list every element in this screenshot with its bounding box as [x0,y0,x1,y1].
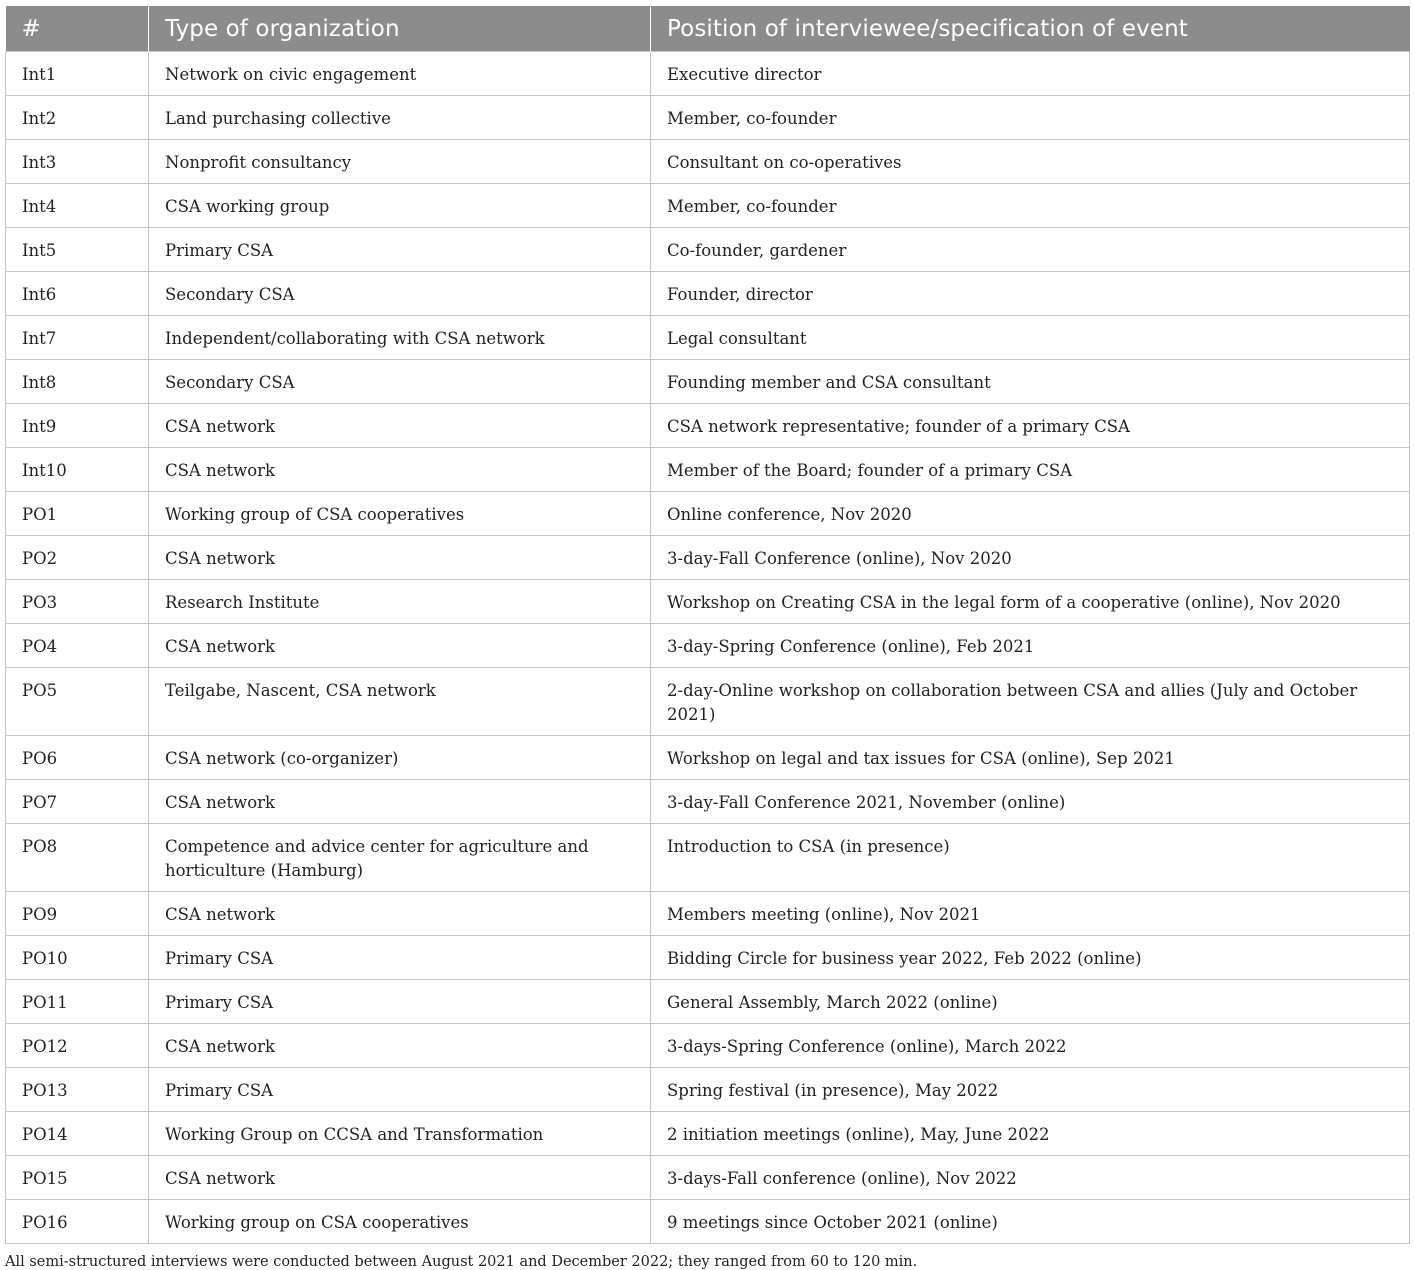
cell-id: PO7 [6,780,149,824]
cell-organization-type: Nonprofit consultancy [149,140,651,184]
table-row [6,96,1410,140]
cell-id: PO13 [6,1068,149,1112]
cell-position: Consultant on co-operatives [651,140,1410,184]
table-row [6,1156,1410,1200]
table-footnote: All semi-structured interviews were conducted between August 2021 and December 2022; they ranged from 60 to 120 min. [5,1254,918,1270]
table-row [6,492,1410,536]
cell-organization-type: Research Institute [149,580,651,624]
header-organization-type: Type of organization [149,6,651,52]
cell-organization-type: Primary CSA [149,228,651,272]
cell-id: Int8 [6,360,149,404]
cell-position: Workshop on Creating CSA in the legal form of a cooperative (online), Nov 2020 [651,580,1410,624]
cell-organization-type: CSA network [149,1024,651,1068]
cell-organization-type: CSA network (co-organizer) [149,736,651,780]
cell-id: PO10 [6,936,149,980]
cell-organization-type: Network on civic engagement [149,52,651,96]
cell-id: Int2 [6,96,149,140]
cell-id: PO15 [6,1156,149,1200]
cell-id: PO11 [6,980,149,1024]
cell-position: General Assembly, March 2022 (online) [651,980,1410,1024]
cell-organization-type: CSA network [149,892,651,936]
table-row [6,228,1410,272]
cell-id: Int7 [6,316,149,360]
cell-position: Executive director [651,52,1410,96]
table-row [6,892,1410,936]
cell-organization-type: Primary CSA [149,936,651,980]
cell-organization-type: Competence and advice center for agriculture and horticulture (Hamburg) [149,824,651,892]
table-row [6,780,1410,824]
cell-id: Int6 [6,272,149,316]
header-id: # [6,6,149,52]
cell-organization-type: Secondary CSA [149,272,651,316]
cell-organization-type: Teilgabe, Nascent, CSA network [149,668,651,736]
table-row [6,1024,1410,1068]
cell-position: Workshop on legal and tax issues for CSA (online), Sep 2021 [651,736,1410,780]
table-row [6,1200,1410,1244]
table-row [6,580,1410,624]
cell-id: PO12 [6,1024,149,1068]
table-row [6,404,1410,448]
cell-id: Int1 [6,52,149,96]
cell-position: 2 initiation meetings (online), May, June 2022 [651,1112,1410,1156]
cell-position: Founder, director [651,272,1410,316]
cell-position: Member, co-founder [651,184,1410,228]
cell-organization-type: Working group on CSA cooperatives [149,1200,651,1244]
header-row [6,6,1410,52]
cell-position: Legal consultant [651,316,1410,360]
table-row [6,316,1410,360]
table-row [6,140,1410,184]
table-row [6,448,1410,492]
table-row [6,624,1410,668]
cell-id: PO6 [6,736,149,780]
cell-id: Int3 [6,140,149,184]
table-header [6,6,1410,52]
cell-position: 3-day-Fall Conference 2021, November (online) [651,780,1410,824]
cell-position: 2-day-Online workshop on collaboration between CSA and allies (July and October 2021) [651,668,1410,736]
cell-position: Founding member and CSA consultant [651,360,1410,404]
cell-organization-type: CSA network [149,404,651,448]
cell-position: Member, co-founder [651,96,1410,140]
table-row [6,1068,1410,1112]
table-row [6,824,1410,892]
cell-id: PO4 [6,624,149,668]
cell-id: PO8 [6,824,149,892]
cell-position: 3-day-Spring Conference (online), Feb 2021 [651,624,1410,668]
cell-organization-type: Independent/collaborating with CSA network [149,316,651,360]
table-body [6,52,1410,1244]
cell-id: Int5 [6,228,149,272]
cell-organization-type: CSA network [149,448,651,492]
cell-id: Int9 [6,404,149,448]
cell-id: PO2 [6,536,149,580]
cell-position: Members meeting (online), Nov 2021 [651,892,1410,936]
interviews-table [5,6,1410,1244]
cell-id: PO14 [6,1112,149,1156]
table-row [6,668,1410,736]
cell-organization-type: Secondary CSA [149,360,651,404]
cell-position: 9 meetings since October 2021 (online) [651,1200,1410,1244]
cell-id: Int10 [6,448,149,492]
cell-organization-type: CSA working group [149,184,651,228]
cell-id: PO9 [6,892,149,936]
cell-organization-type: CSA network [149,780,651,824]
cell-position: 3-days-Spring Conference (online), March 2022 [651,1024,1410,1068]
table-row [6,980,1410,1024]
table-row [6,184,1410,228]
cell-id: PO1 [6,492,149,536]
cell-position: CSA network representative; founder of a primary CSA [651,404,1410,448]
cell-organization-type: CSA network [149,536,651,580]
cell-position: Spring festival (in presence), May 2022 [651,1068,1410,1112]
table-row [6,936,1410,980]
table-row [6,360,1410,404]
cell-organization-type: Working Group on CCSA and Transformation [149,1112,651,1156]
table-row [6,736,1410,780]
table-row [6,52,1410,96]
table-row [6,272,1410,316]
cell-organization-type: Primary CSA [149,1068,651,1112]
cell-position: Co-founder, gardener [651,228,1410,272]
cell-id: PO16 [6,1200,149,1244]
cell-id: PO3 [6,580,149,624]
cell-position: Online conference, Nov 2020 [651,492,1410,536]
cell-position: Introduction to CSA (in presence) [651,824,1410,892]
cell-organization-type: Land purchasing collective [149,96,651,140]
cell-organization-type: CSA network [149,624,651,668]
table-row [6,536,1410,580]
cell-organization-type: Working group of CSA cooperatives [149,492,651,536]
cell-position: Member of the Board; founder of a primary CSA [651,448,1410,492]
header-position: Position of interviewee/specification of event [651,6,1410,52]
cell-position: 3-days-Fall conference (online), Nov 2022 [651,1156,1410,1200]
cell-organization-type: CSA network [149,1156,651,1200]
cell-id: Int4 [6,184,149,228]
cell-position: Bidding Circle for business year 2022, Feb 2022 (online) [651,936,1410,980]
cell-position: 3-day-Fall Conference (online), Nov 2020 [651,536,1410,580]
table-container [5,6,1409,1270]
cell-id: PO5 [6,668,149,736]
cell-organization-type: Primary CSA [149,980,651,1024]
table-row [6,1112,1410,1156]
